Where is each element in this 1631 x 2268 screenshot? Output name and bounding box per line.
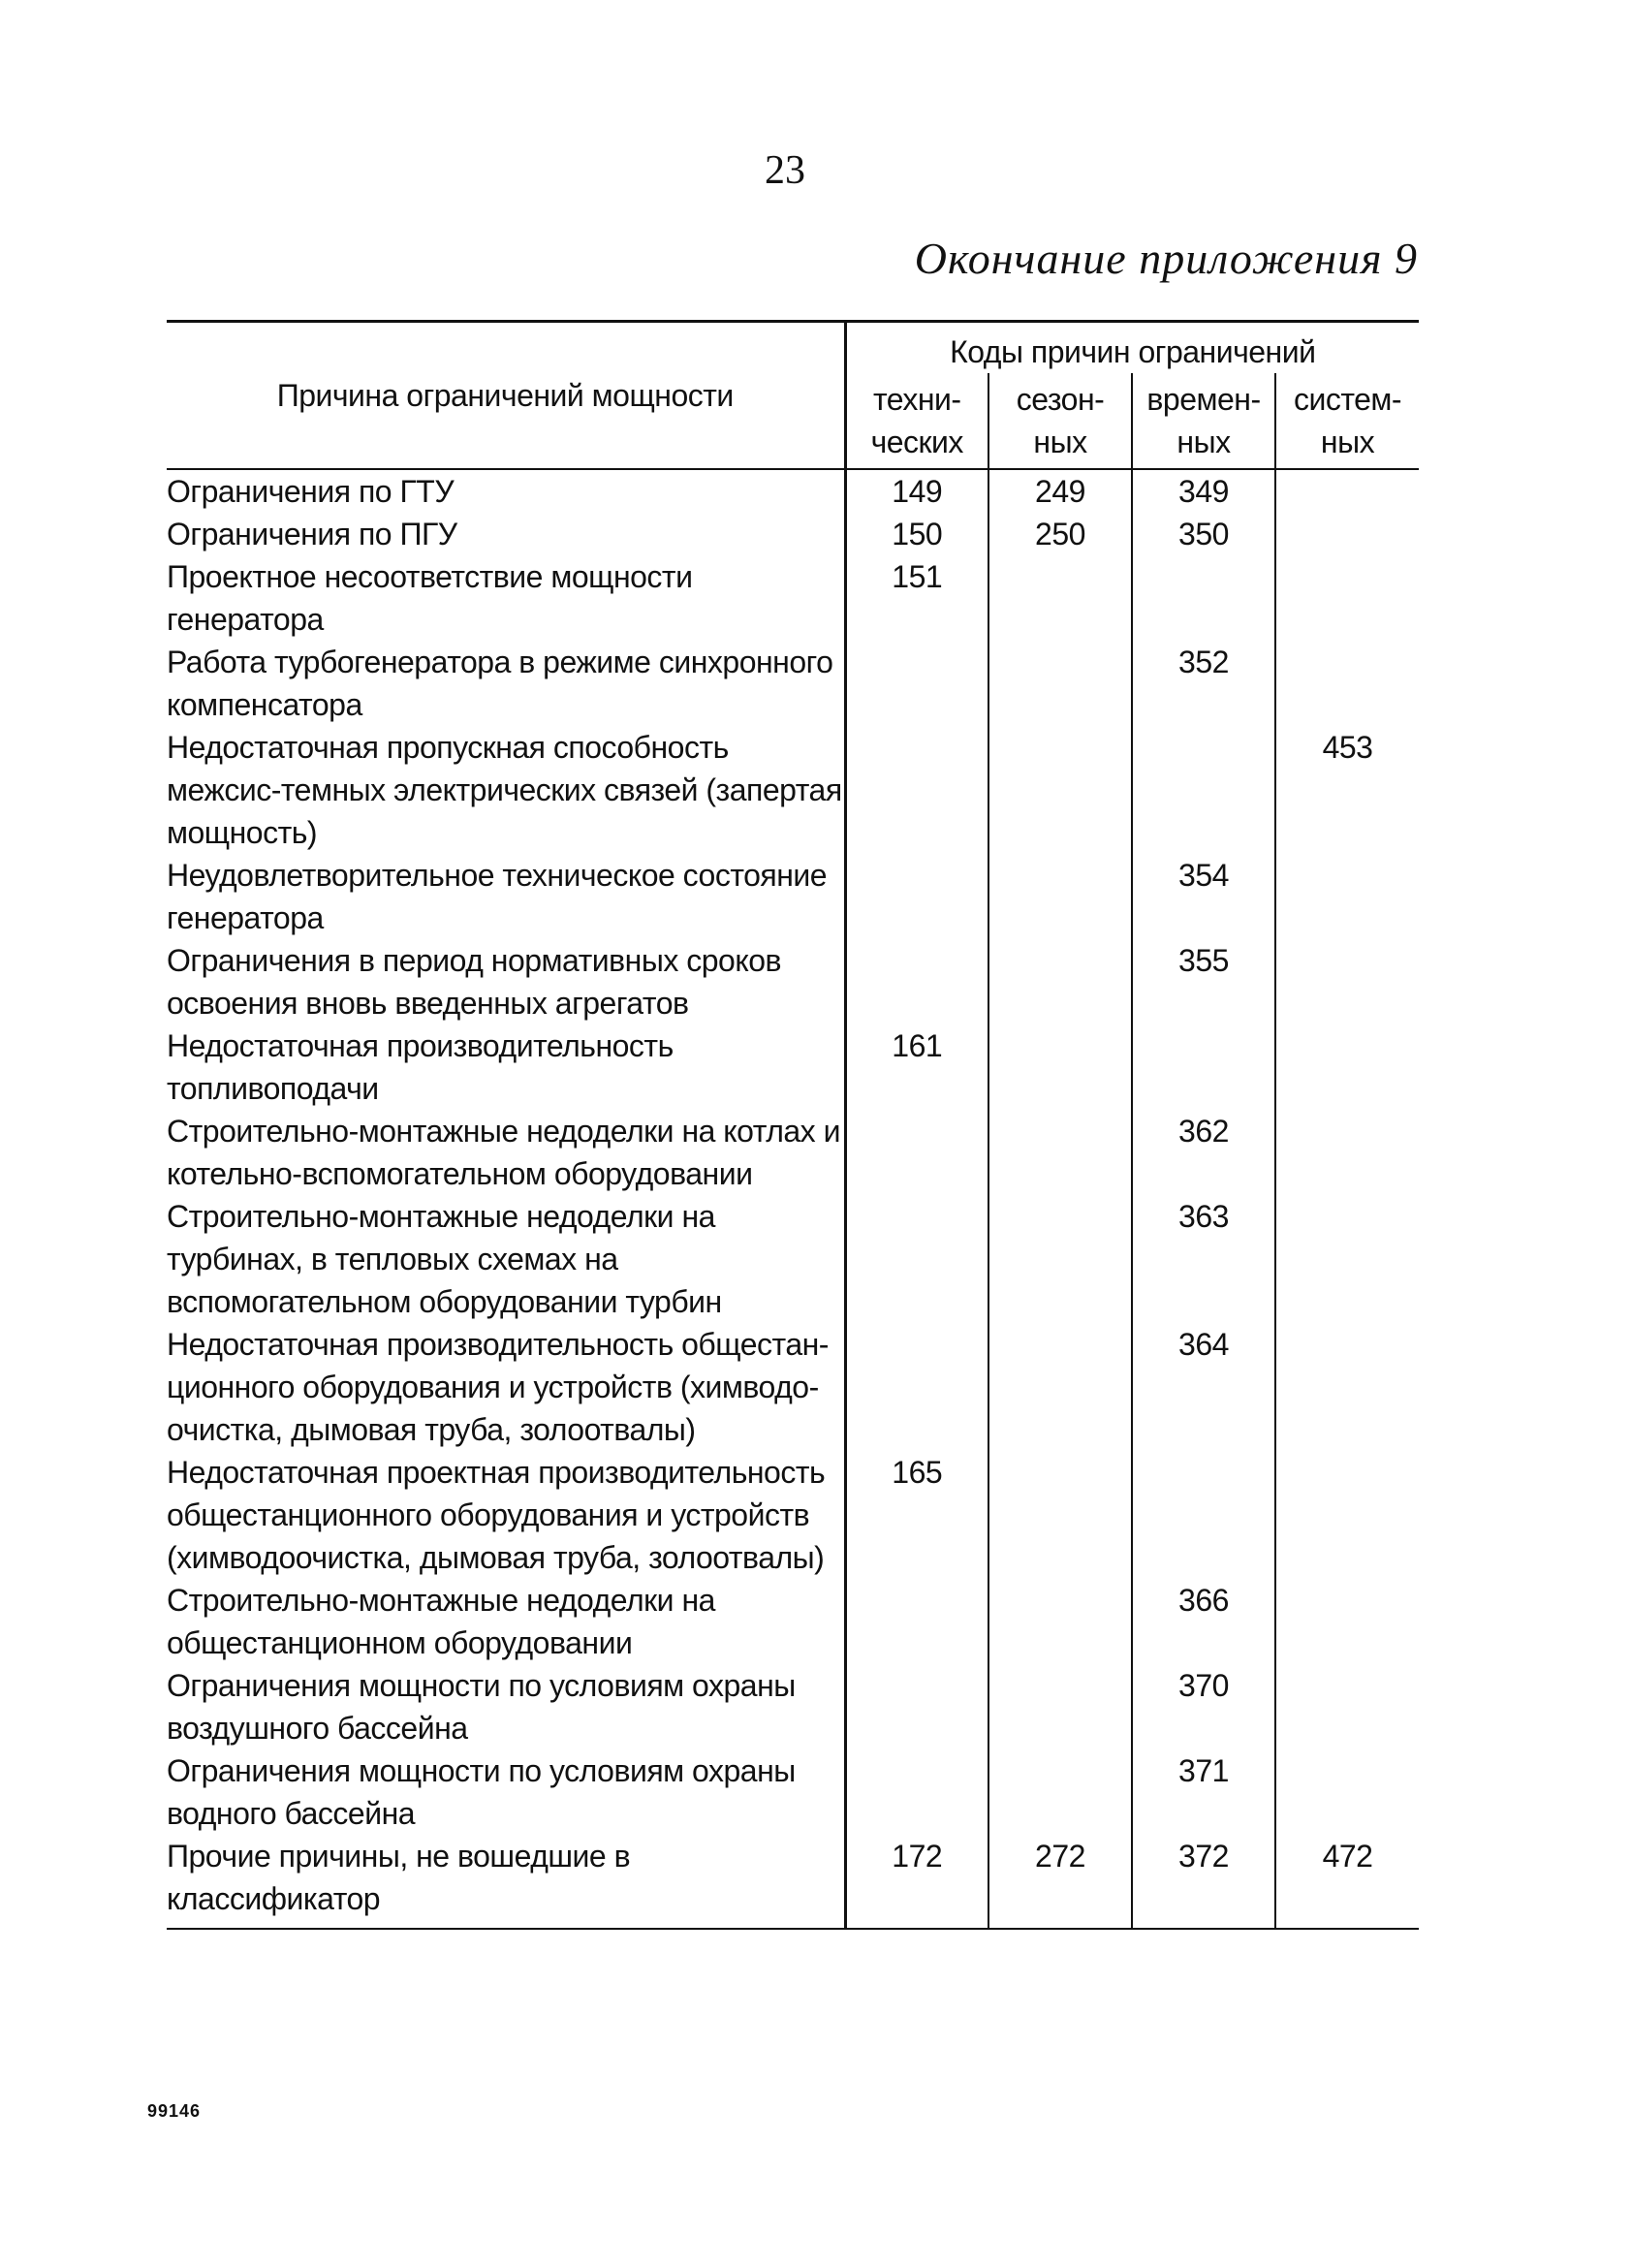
technical-code-cell bbox=[845, 1195, 988, 1323]
technical-code-cell: 149 bbox=[845, 469, 988, 513]
reason-cell: Недостаточная производительность общестан-ционного оборудования и устройств (химводо-очистка, дымовая труба, золоотвалы) bbox=[167, 1323, 845, 1451]
table-body bbox=[167, 469, 1419, 1929]
system-code-cell bbox=[1275, 1451, 1419, 1579]
seasonal-code-cell bbox=[988, 854, 1132, 939]
system-code-cell bbox=[1275, 469, 1419, 513]
table-row bbox=[167, 726, 1419, 854]
table-row bbox=[167, 854, 1419, 939]
reason-cell: Строительно-монтажные недоделки на общестанционном оборудовании bbox=[167, 1579, 845, 1664]
system-code-cell bbox=[1275, 1579, 1419, 1664]
seasonal-code-cell bbox=[988, 1579, 1132, 1664]
table-row bbox=[167, 1110, 1419, 1195]
seasonal-code-cell bbox=[988, 555, 1132, 641]
reason-cell: Недостаточная пропускная способность межсис-темных электрических связей (запертая мощность) bbox=[167, 726, 845, 854]
temporary-code-cell: 371 bbox=[1132, 1749, 1275, 1835]
table-row bbox=[167, 1749, 1419, 1835]
footer-code: 99146 bbox=[147, 2101, 202, 2121]
temporary-code-cell: 350 bbox=[1132, 513, 1275, 555]
reason-cell: Недостаточная производительность топливоподачи bbox=[167, 1024, 845, 1110]
technical-code-cell: 151 bbox=[845, 555, 988, 641]
temporary-code-cell: 363 bbox=[1132, 1195, 1275, 1323]
seasonal-code-cell: 249 bbox=[988, 469, 1132, 513]
seasonal-code-cell bbox=[988, 1749, 1132, 1835]
reason-cell: Ограничения мощности по условиям охраны водного бассейна bbox=[167, 1749, 845, 1835]
table-row bbox=[167, 1579, 1419, 1664]
reason-cell: Ограничения по ПГУ bbox=[167, 513, 845, 555]
reason-cell: Проектное несоответствие мощности генератора bbox=[167, 555, 845, 641]
technical-code-cell: 161 bbox=[845, 1024, 988, 1110]
seasonal-code-cell bbox=[988, 1110, 1132, 1195]
technical-code-cell bbox=[845, 1110, 988, 1195]
temporary-code-cell: 364 bbox=[1132, 1323, 1275, 1451]
technical-code-cell: 172 bbox=[845, 1835, 988, 1929]
technical-code-cell bbox=[845, 939, 988, 1024]
table-row bbox=[167, 641, 1419, 726]
seasonal-code-cell bbox=[988, 1451, 1132, 1579]
seasonal-code-cell bbox=[988, 1664, 1132, 1749]
technical-code-cell: 165 bbox=[845, 1451, 988, 1579]
reason-cell: Ограничения в период нормативных сроков освоения вновь введенных агрегатов bbox=[167, 939, 845, 1024]
system-code-cell: 453 bbox=[1322, 730, 1373, 765]
system-code-cell bbox=[1275, 1195, 1419, 1323]
temporary-code-cell: 370 bbox=[1132, 1664, 1275, 1749]
table-row bbox=[167, 1024, 1419, 1110]
codes-group-header: Коды причин ограничений bbox=[845, 322, 1419, 374]
seasonal-code-cell bbox=[988, 1024, 1132, 1110]
reason-cell: Работа турбогенератора в режиме синхронного компенсатора bbox=[167, 641, 845, 726]
temporary-code-cell: 362 bbox=[1132, 1110, 1275, 1195]
temporary-code-cell: 366 bbox=[1132, 1579, 1275, 1664]
technical-code-cell bbox=[845, 1579, 988, 1664]
temporary-code-cell: 349 bbox=[1132, 469, 1275, 513]
page-number: 23 bbox=[765, 148, 805, 193]
temporary-code-cell: 355 bbox=[1132, 939, 1275, 1024]
reason-cell: Прочие причины, не вошедшие в классификатор bbox=[167, 1835, 845, 1929]
appendix-title: Окончание приложения 9 bbox=[914, 234, 1418, 283]
reason-column-header: Причина ограничений мощности bbox=[167, 322, 845, 470]
seasonal-code-cell bbox=[988, 641, 1132, 726]
system-code-cell bbox=[1275, 1323, 1419, 1451]
temporary-code-cell bbox=[1132, 555, 1275, 641]
table-row bbox=[167, 1195, 1419, 1323]
seasonal-code-cell bbox=[988, 1323, 1132, 1451]
reason-cell: Неудовлетворительное техническое состояние генератора bbox=[167, 854, 845, 939]
system-codes-header: систем- ных bbox=[1275, 373, 1419, 469]
restriction-codes-table bbox=[167, 320, 1419, 1930]
technical-code-cell bbox=[845, 1664, 988, 1749]
table-row bbox=[167, 1451, 1419, 1579]
technical-code-cell: 150 bbox=[845, 513, 988, 555]
seasonal-code-cell: 250 bbox=[988, 513, 1132, 555]
system-code-cell bbox=[1275, 939, 1419, 1024]
technical-code-cell bbox=[845, 854, 988, 939]
table-row bbox=[167, 555, 1419, 641]
system-code-cell bbox=[1275, 641, 1419, 726]
system-code-cell: 472 bbox=[1275, 1835, 1419, 1929]
technical-code-cell bbox=[845, 726, 988, 854]
table-row bbox=[167, 1664, 1419, 1749]
system-code-cell bbox=[1275, 1749, 1419, 1835]
seasonal-code-cell bbox=[988, 1195, 1132, 1323]
system-code-cell bbox=[1275, 513, 1419, 555]
reason-cell: Строительно-монтажные недоделки на котлах и котельно-вспомогательном оборудовании bbox=[167, 1110, 845, 1195]
system-code-cell bbox=[1275, 1024, 1419, 1110]
reason-cell: Недостаточная проектная производительность общестанционного оборудования и устройств (химводоочистка, дымовая труба, золоотвалы) bbox=[167, 1451, 845, 1579]
seasonal-codes-header: сезон- ных bbox=[988, 373, 1132, 469]
seasonal-code-cell bbox=[988, 939, 1132, 1024]
table-row bbox=[167, 939, 1419, 1024]
temporary-code-cell: 352 bbox=[1132, 641, 1275, 726]
temporary-code-cell bbox=[1132, 1451, 1275, 1579]
technical-code-cell bbox=[845, 641, 988, 726]
reason-cell: Строительно-монтажные недоделки на турбинах, в тепловых схемах на вспомогательном оборудовании турбин bbox=[167, 1195, 845, 1323]
system-code-cell bbox=[1275, 555, 1419, 641]
reason-cell: Ограничения мощности по условиям охраны воздушного бассейна bbox=[167, 1664, 845, 1749]
temporary-code-cell: 372 bbox=[1132, 1835, 1275, 1929]
temporary-code-cell bbox=[1132, 1024, 1275, 1110]
technical-code-cell bbox=[845, 1749, 988, 1835]
system-code-cell bbox=[1275, 854, 1419, 939]
table-row bbox=[167, 1835, 1419, 1929]
technical-code-cell bbox=[845, 1323, 988, 1451]
table-row bbox=[167, 513, 1419, 555]
seasonal-code-cell: 272 bbox=[988, 1835, 1132, 1929]
system-code-cell bbox=[1275, 1110, 1419, 1195]
temporary-codes-header: времен- ных bbox=[1132, 373, 1275, 469]
system-code-cell bbox=[1275, 1664, 1419, 1749]
technical-codes-header: техни- ческих bbox=[845, 373, 988, 469]
table-row bbox=[167, 469, 1419, 513]
reason-cell: Ограничения по ГТУ bbox=[167, 469, 845, 513]
table-row bbox=[167, 1323, 1419, 1451]
temporary-code-cell bbox=[1132, 726, 1275, 854]
seasonal-code-cell bbox=[988, 726, 1132, 854]
temporary-code-cell: 354 bbox=[1132, 854, 1275, 939]
